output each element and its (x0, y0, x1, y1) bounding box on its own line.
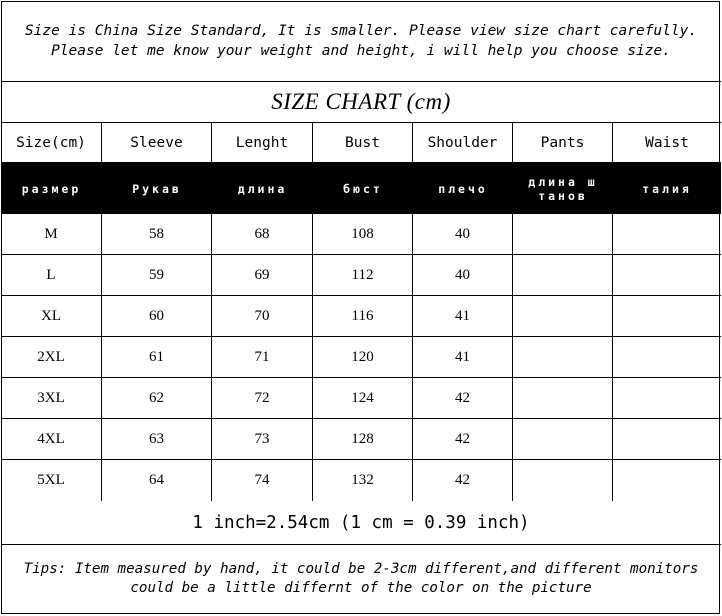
cell-shoulder: 40 (413, 255, 513, 295)
notice-line-1: Size is China Size Standard, It is smaller. Please view size chart carefully. (24, 23, 698, 39)
cell-waist (613, 214, 721, 254)
cell-size: 4XL (1, 419, 102, 459)
cell-bust: 132 (313, 460, 413, 501)
table-row (1, 378, 721, 419)
cell-shoulder: 41 (413, 337, 513, 377)
table-row (1, 460, 721, 501)
cell-shoulder: 42 (413, 419, 513, 459)
cell-bust: 128 (313, 419, 413, 459)
cell-shoulder: 42 (413, 378, 513, 418)
cell-sleeve: 60 (102, 296, 212, 336)
cell-waist (613, 460, 721, 501)
cell-sleeve: 62 (102, 378, 212, 418)
header-pants: Pants (513, 123, 613, 162)
cell-sleeve: 61 (102, 337, 212, 377)
cell-bust: 120 (313, 337, 413, 377)
ru-header-size: размер (21, 181, 82, 196)
cell-waist (613, 378, 721, 418)
tips-line-2: could be a little differnt of the color on the picture (130, 580, 592, 596)
cell-length: 71 (212, 337, 313, 377)
cell-length: 72 (212, 378, 313, 418)
table-row (1, 296, 721, 337)
ru-header-length: длина (237, 181, 288, 196)
table-row (1, 337, 721, 378)
tips-line-1: Tips: Item measured by hand, it could be 2-3cm different,and different monitors (23, 561, 699, 577)
cell-length: 68 (212, 214, 313, 254)
russian-header-row (1, 163, 721, 214)
cell-pants (513, 296, 613, 336)
cell-shoulder: 41 (413, 296, 513, 336)
cell-length: 74 (212, 460, 313, 501)
cell-size: 5XL (1, 460, 102, 501)
header-bust: Bust (313, 123, 413, 162)
cell-pants (513, 255, 613, 295)
header-waist: Waist (645, 134, 689, 151)
size-notice (1, 1, 721, 82)
cell-waist (613, 337, 721, 377)
cell-pants (513, 214, 613, 254)
cell-length: 73 (212, 419, 313, 459)
cell-sleeve: 58 (102, 214, 212, 254)
header-sleeve: Sleeve (102, 123, 212, 162)
ru-header-shoulder: плечо (438, 181, 488, 196)
cell-sleeve: 63 (102, 419, 212, 459)
header-shoulder: Shoulder (413, 123, 513, 162)
table-row (1, 255, 721, 296)
chart-title: SIZE CHART (cm) (1, 82, 721, 123)
cell-sleeve: 64 (102, 460, 212, 501)
cell-pants (513, 460, 613, 501)
tips-note (1, 545, 721, 613)
cell-bust: 116 (313, 296, 413, 336)
cell-sleeve: 59 (102, 255, 212, 295)
cell-shoulder: 42 (413, 460, 513, 501)
ru-header-bust: бюст (343, 181, 383, 196)
ru-header-pants: длина ш танов (528, 174, 598, 203)
ru-header-waist: талия (642, 181, 692, 196)
header-row (1, 123, 721, 163)
cell-size: 2XL (1, 337, 102, 377)
cell-pants (513, 378, 613, 418)
unit-conversion: 1 inch=2.54cm (1 cm = 0.39 inch) (1, 501, 721, 545)
cell-size: 3XL (1, 378, 102, 418)
ru-header-sleeve: Рукав (132, 181, 182, 196)
cell-bust: 112 (313, 255, 413, 295)
cell-size: M (1, 214, 102, 254)
table-row (1, 214, 721, 255)
cell-length: 69 (212, 255, 313, 295)
table-row (1, 419, 721, 460)
cell-waist (613, 296, 721, 336)
header-length: Lenght (212, 123, 313, 162)
cell-pants (513, 419, 613, 459)
notice-line-2: Please let me know your weight and height, i will help you choose size. (51, 43, 671, 59)
cell-size: L (1, 255, 102, 295)
cell-length: 70 (212, 296, 313, 336)
cell-waist (613, 255, 721, 295)
header-size: Size(cm) (1, 123, 102, 162)
cell-shoulder: 40 (413, 214, 513, 254)
cell-size: XL (1, 296, 102, 336)
cell-bust: 124 (313, 378, 413, 418)
cell-waist (613, 419, 721, 459)
cell-pants (513, 337, 613, 377)
size-table (1, 123, 721, 501)
cell-bust: 108 (313, 214, 413, 254)
